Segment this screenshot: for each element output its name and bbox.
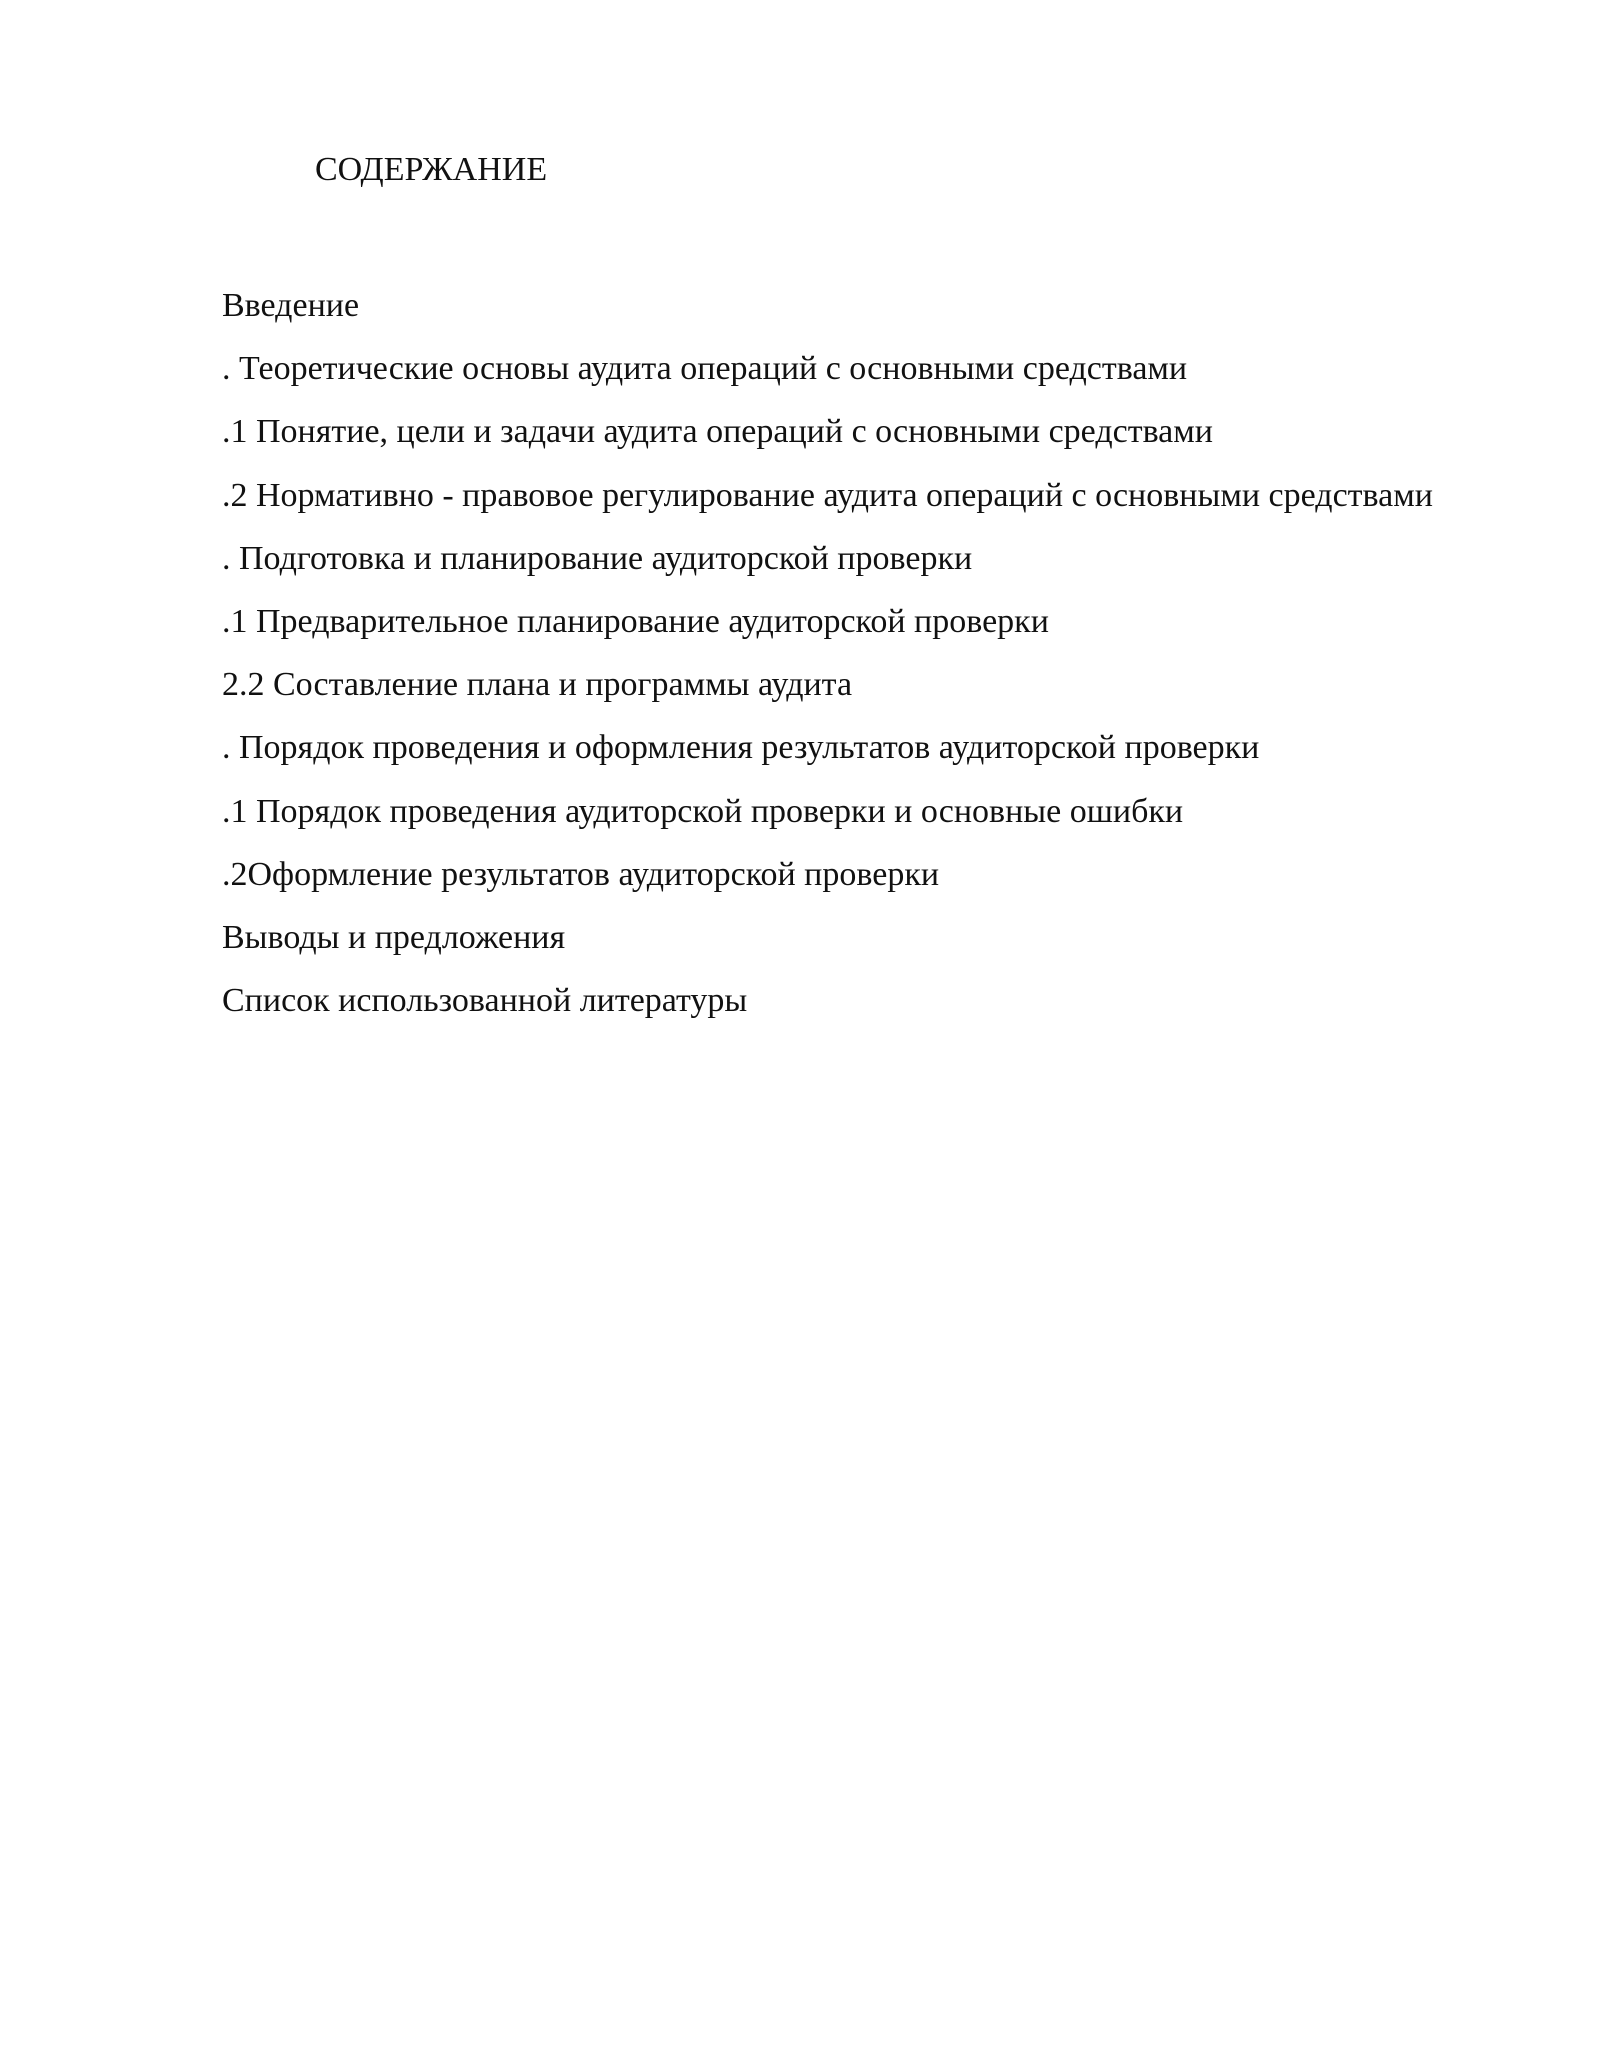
toc-item-introduction: Введение [222, 287, 360, 324]
toc-item-chapter-3: . Порядок проведения и оформления результатов аудиторской проверки [222, 729, 1260, 767]
toc-item-section-2-2: 2.2 Составление плана и программы аудита [222, 666, 853, 704]
toc-item-conclusions: Выводы и предложения [222, 919, 566, 957]
toc-item-section-3-2: .2Оформление результатов аудиторской проверки [222, 855, 940, 893]
toc-item-chapter-1: . Теоретические основы аудита операций с основными средствами [222, 350, 1188, 388]
toc-item-section-1-1: .1 Понятие, цели и задачи аудита операций с основными средствами [222, 413, 1213, 451]
toc-item-section-3-1: .1 Порядок проведения аудиторской проверки и основные ошибки [222, 792, 1184, 830]
toc-item-chapter-2: . Подготовка и планирование аудиторской проверки [222, 539, 973, 577]
page-title: СОДЕРЖАНИЕ [315, 151, 548, 188]
table-of-contents [222, 274, 1486, 1032]
toc-item-section-2-1: .1 Предварительное планирование аудиторской проверки [222, 603, 1049, 641]
toc-item-section-1-2: .2 Нормативно - правовое регулирование аудита операций с основными средствами [222, 476, 1433, 514]
toc-item-references: Список использованной литературы [222, 982, 748, 1020]
